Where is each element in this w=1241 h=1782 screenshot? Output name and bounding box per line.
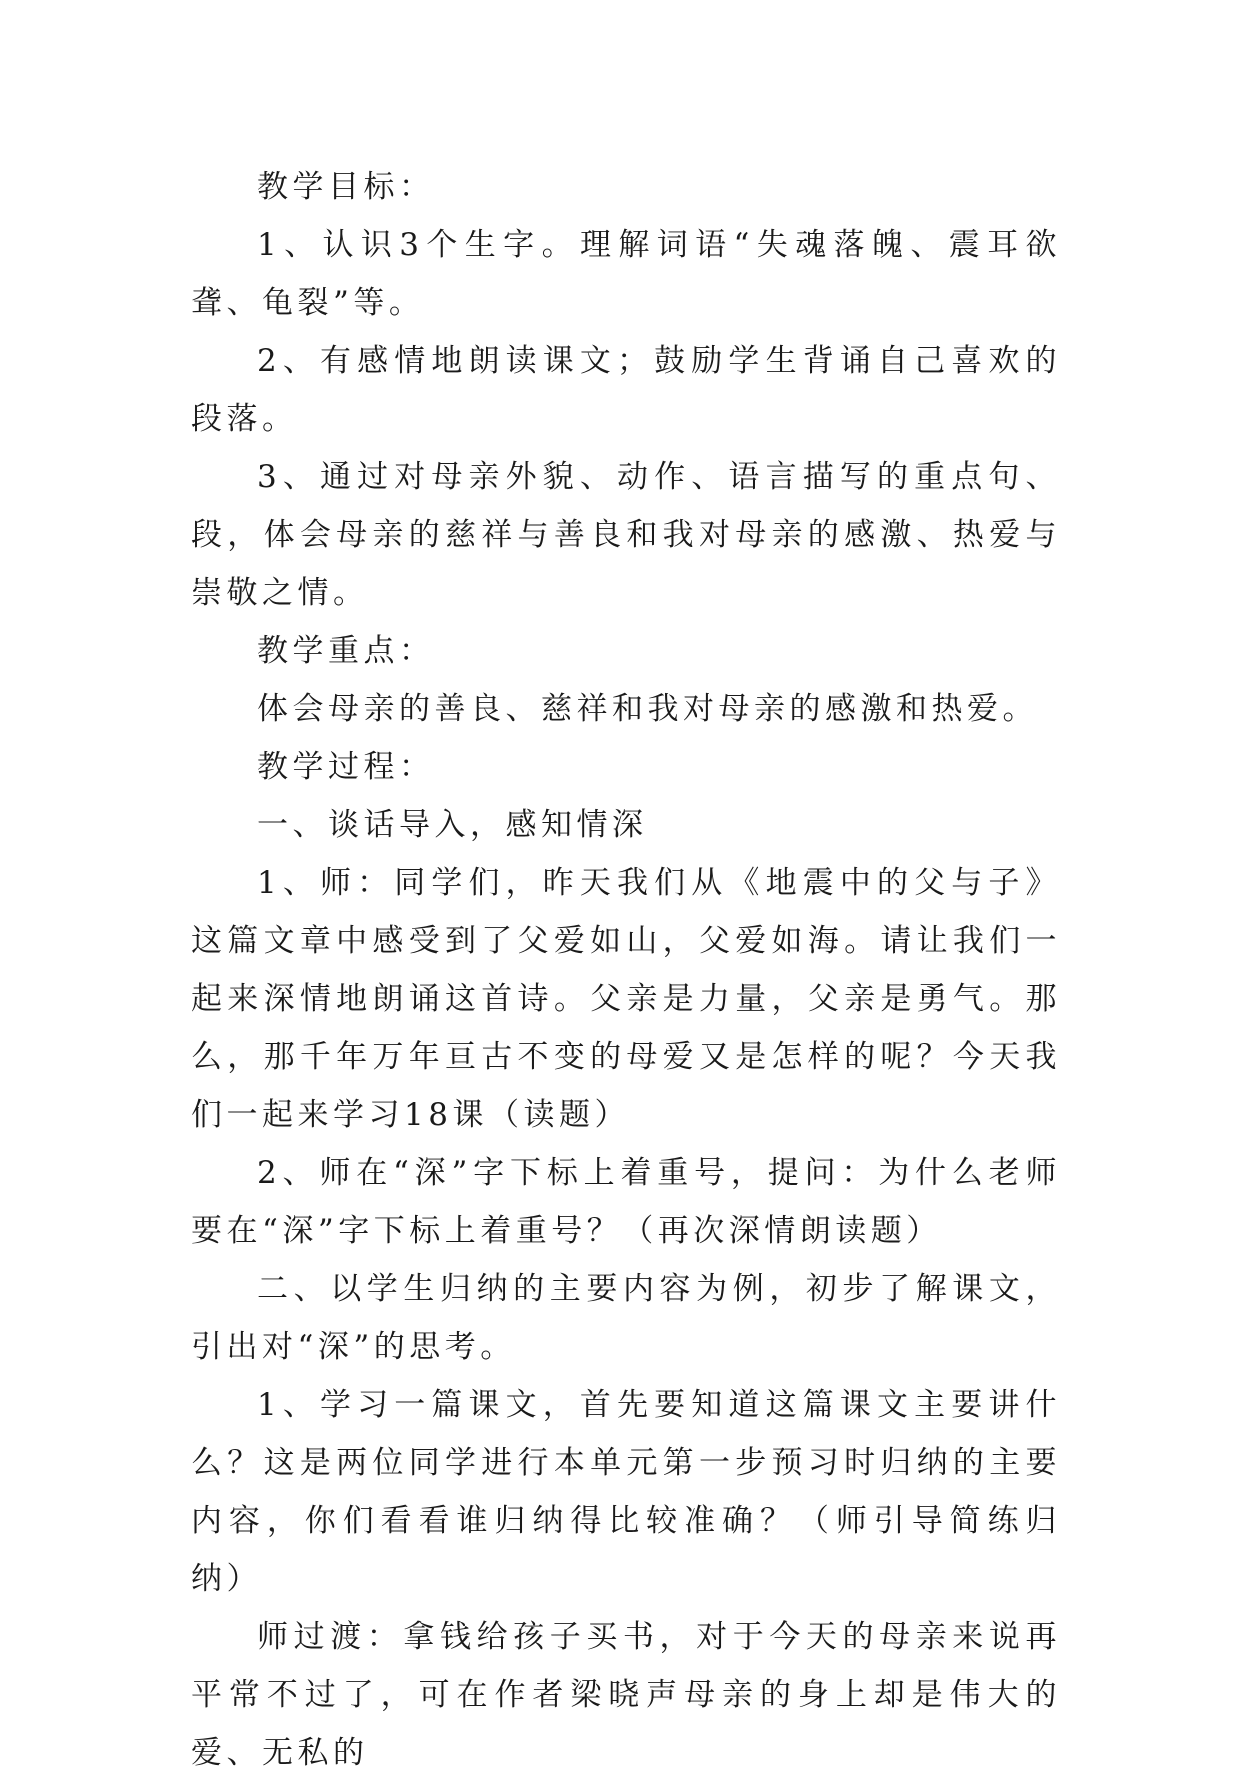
teacher-transition: 师过渡：拿钱给孩子买书，对于今天的母亲来说再平常不过了，可在作者梁晓声母亲的身上却是伟大的爱、无私的 bbox=[191, 1619, 1061, 1771]
section-two-heading: 二、以学生归纳的主要内容为例，初步了解课文，引出对“深”的思考。 bbox=[191, 1271, 1061, 1365]
section-one-step-2: 2、师在“深”字下标上着重号，提问：为什么老师要在“深”字下标上着重号？（再次深情朗读题） bbox=[191, 1155, 1061, 1249]
focus-text: 体会母亲的善良、慈祥和我对母亲的感激和热爱。 bbox=[257, 691, 1038, 727]
goal-item-1: 1、认识3个生字。理解词语“失魂落魄、震耳欲聋、龟裂”等。 bbox=[191, 227, 1061, 321]
section-one-heading: 一、谈话导入，感知情深 bbox=[257, 807, 648, 843]
document-body bbox=[191, 158, 1061, 1782]
goal-item-2: 2、有感情地朗读课文；鼓励学生背诵自己喜欢的段落。 bbox=[191, 343, 1061, 437]
heading-teaching-goals: 教学目标： bbox=[257, 169, 435, 205]
section-one-step-1: 1、师：同学们，昨天我们从《地震中的父与子》这篇文章中感受到了父爱如山，父爱如海。请让我们一起来深情地朗诵这首诗。父亲是力量，父亲是勇气。那么，那千年万年亘古不变的母爱又是怎样的呢？今天我们一起来学习18课（读题） bbox=[191, 865, 1061, 1133]
goal-item-3: 3、通过对母亲外貌、动作、语言描写的重点句、段，体会母亲的慈祥与善良和我对母亲的感激、热爱与崇敬之情。 bbox=[191, 459, 1061, 611]
heading-teaching-focus: 教学重点： bbox=[257, 633, 435, 669]
heading-teaching-process: 教学过程： bbox=[257, 749, 435, 785]
section-two-step-1: 1、学习一篇课文，首先要知道这篇课文主要讲什么？这是两位同学进行本单元第一步预习时归纳的主要内容，你们看看谁归纳得比较准确？（师引导简练归纳） bbox=[191, 1387, 1061, 1597]
